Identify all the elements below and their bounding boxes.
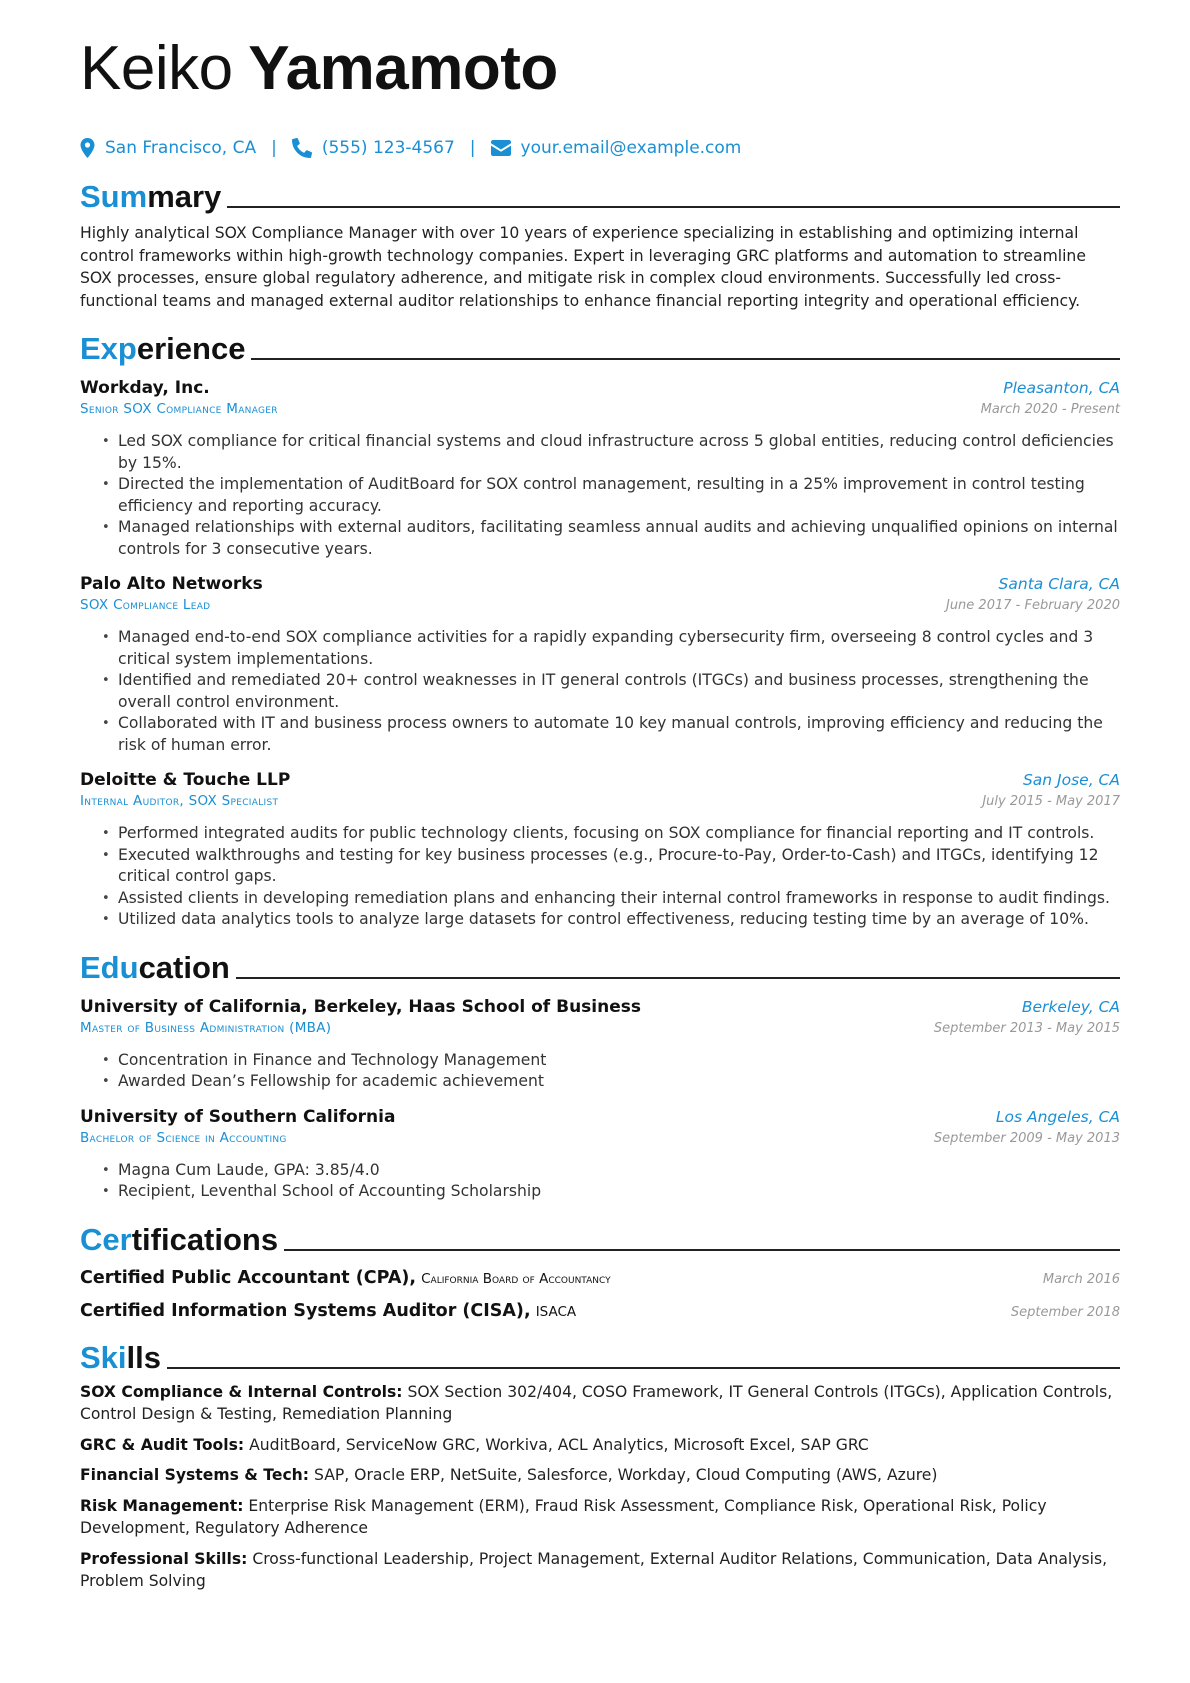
job-title: SOX Compliance Lead — [80, 597, 211, 613]
bullet-list — [80, 823, 1120, 931]
email-text: your.email@example.com — [520, 138, 742, 158]
list-item: • Identified and remediated 20+ control weaknesses in IT general controls (ITGCs) and business processes, strengthening the overall control environment. — [102, 671, 1089, 711]
entry-location: San Jose, CA — [1022, 771, 1120, 789]
degree-name: Bachelor of Science in Accounting — [80, 1129, 287, 1146]
experience-entry — [80, 574, 1120, 756]
skill-text: SOX Section 302/404, COSO Framework, IT General Controls (ITGCs), Application Controls, Control Design & Testing, Remediation Planning — [80, 1382, 1113, 1423]
skill-text: AuditBoard, ServiceNow GRC, Workiva, ACL Analytics, Microsoft Excel, SAP GRC — [249, 1435, 869, 1454]
skill-label: GRC & Audit Tools: — [80, 1435, 245, 1454]
skill-row — [80, 1548, 1120, 1593]
section-title: Skills — [80, 1339, 161, 1375]
section-rule — [167, 1367, 1120, 1369]
first-name: Keiko — [80, 34, 233, 103]
entry-location: Berkeley, CA — [1021, 997, 1120, 1016]
contact-phone[interactable] — [292, 138, 455, 158]
skill-label: SOX Compliance & Internal Controls: — [80, 1382, 403, 1401]
certification-date: March 2016 — [1042, 1271, 1120, 1287]
certification-issuer: California Board of Accountancy — [421, 1270, 611, 1287]
section-rule — [236, 977, 1120, 979]
bullet-list — [80, 431, 1120, 560]
section-title: Summary — [80, 179, 222, 214]
company-name: Deloitte & Touche LLP — [80, 770, 291, 790]
certification-name: Certified Information Systems Auditor (CISA) — [80, 1300, 524, 1321]
list-item: • Performed integrated audits for public technology clients, focusing on SOX compliance for financial reporting and IT controls. — [102, 824, 1095, 842]
contact-separator: | — [271, 138, 277, 158]
phone-text: (555) 123-4567 — [321, 138, 455, 158]
resume-content — [80, 34, 1120, 1593]
list-item: • Recipient, Leventhal School of Accounting Scholarship — [102, 1182, 542, 1200]
contact-email[interactable] — [491, 138, 742, 158]
summary-text: Highly analytical SOX Compliance Manager with over 10 years of experience specializing in establishing and optimizing internal control frameworks within high-growth technology companies. Expert in leveraging GRC platforms and automation to streamline SOX processes, ensure global regulatory adherence, and mitigate risk in complex cloud environments. Successfully led cross-functional teams and managed external auditor relationships to enhance financial reporting integrity and operational efficiency. — [80, 224, 1086, 310]
skill-text: Enterprise Risk Management (ERM), Fraud Risk Assessment, Compliance Risk, Operational Risk, Policy Development, Regulatory Adherence — [80, 1496, 1047, 1537]
entry-dates: July 2015 - May 2017 — [982, 794, 1120, 809]
list-item: • Executed walkthroughs and testing for key business processes (e.g., Procure-to-Pay, Order-to-Cash) and ITGCs, identifying 12 critical control gaps. — [102, 845, 1099, 885]
company-name: Palo Alto Networks — [80, 574, 263, 594]
map-pin-icon — [80, 138, 95, 158]
contact-location — [80, 138, 256, 158]
last-name: Yamamoto — [248, 34, 558, 103]
skill-label: Financial Systems & Tech: — [80, 1466, 310, 1484]
job-title: Internal Auditor, SOX Specialist — [80, 793, 279, 809]
skill-text: Cross-functional Leadership, Project Management, External Auditor Relations, Communication, Data Analysis, Problem Solving — [80, 1549, 1108, 1590]
list-item: • Utilized data analytics tools to analyze large datasets for control effectiveness, reducing testing time by an average of 10%. — [102, 910, 1089, 928]
skill-label: Risk Management: — [80, 1496, 244, 1515]
section-rule — [227, 206, 1120, 208]
entry-dates: March 2020 - Present — [980, 402, 1120, 417]
skill-row — [80, 1464, 1120, 1487]
entry-location: Santa Clara, CA — [998, 575, 1120, 593]
section-heading-certifications — [80, 1217, 1120, 1255]
skill-text: SAP, Oracle ERP, NetSuite, Salesforce, Workday, Cloud Computing (AWS, Azure) — [314, 1466, 938, 1484]
section-title: Education — [80, 949, 230, 985]
section-rule — [251, 358, 1120, 360]
certification-entry: Certified Information Systems Auditor (CISA), ISACA September 2018 — [80, 1300, 1120, 1321]
section-heading-summary — [80, 174, 1120, 212]
skill-row — [80, 1381, 1120, 1426]
entry-dates: September 2013 - May 2015 — [933, 1020, 1120, 1036]
list-item: • Managed end-to-end SOX compliance activities for a rapidly expanding cybersecurity firm, overseeing 8 control cycles and 3 critical system implementations. — [102, 628, 1094, 668]
certification-issuer: ISACA — [535, 1303, 577, 1320]
list-item: • Collaborated with IT and business process owners to automate 10 key manual controls, improving efficiency and reducing the risk of human error. — [102, 714, 1103, 754]
candidate-name — [80, 34, 1120, 114]
list-item: • Concentration in Finance and Technology Management — [102, 1050, 547, 1069]
section-heading-education — [80, 945, 1120, 983]
contact-bar — [80, 136, 1120, 160]
certification-date: September 2018 — [1010, 1304, 1120, 1320]
job-title: Senior SOX Compliance Manager — [80, 401, 278, 417]
skill-row — [80, 1434, 1120, 1457]
list-item: • Awarded Dean’s Fellowship for academic achievement — [102, 1072, 544, 1090]
skill-row — [80, 1495, 1120, 1540]
section-heading-experience — [80, 326, 1120, 364]
bullet-list — [80, 1160, 1120, 1203]
list-item: • Led SOX compliance for critical financial systems and cloud infrastructure across 5 global entities, reducing control deficiencies by 15%. — [102, 432, 1114, 472]
skill-label: Professional Skills: — [80, 1549, 248, 1568]
bullet-list — [80, 627, 1120, 756]
certification-name: Certified Public Accountant (CPA) — [80, 1267, 410, 1288]
section-title: Experience — [80, 331, 246, 366]
school-name: University of Southern California — [80, 1106, 396, 1127]
certification-entry: Certified Public Accountant (CPA), California Board of Accountancy March 2016 — [80, 1267, 1120, 1288]
experience-entry — [80, 770, 1120, 931]
list-item: • Directed the implementation of AuditBoard for SOX control management, resulting in a 25% improvement in control testing efficiency and reporting accuracy. — [102, 475, 1085, 515]
section-heading-skills — [80, 1335, 1120, 1373]
education-entry — [80, 1107, 1120, 1203]
list-item: • Managed relationships with external auditors, facilitating seamless annual audits and achieving unqualified opinions on internal controls for 3 consecutive years. — [102, 518, 1118, 558]
list-item: • Magna Cum Laude, GPA: 3.85/4.0 — [102, 1160, 380, 1179]
education-entry — [80, 997, 1120, 1093]
list-item: • Assisted clients in developing remediation plans and enhancing their internal control frameworks in response to audit findings. — [102, 888, 1110, 907]
section-rule — [284, 1249, 1120, 1251]
bullet-list — [80, 1050, 1120, 1093]
school-name: University of California, Berkeley, Haas School of Business — [80, 996, 641, 1017]
entry-location: Los Angeles, CA — [995, 1107, 1120, 1126]
experience-entry — [80, 378, 1120, 560]
envelope-icon — [491, 140, 511, 156]
entry-dates: September 2009 - May 2013 — [933, 1130, 1120, 1146]
contact-separator: | — [469, 138, 476, 158]
location-text: San Francisco, CA — [105, 138, 257, 158]
entry-dates: June 2017 - February 2020 — [945, 598, 1120, 613]
phone-icon — [292, 138, 312, 158]
section-title: Certifications — [80, 1221, 279, 1257]
company-name: Workday, Inc. — [80, 378, 210, 398]
degree-name: Master of Business Administration (MBA) — [80, 1019, 332, 1036]
entry-location: Pleasanton, CA — [1003, 379, 1120, 397]
